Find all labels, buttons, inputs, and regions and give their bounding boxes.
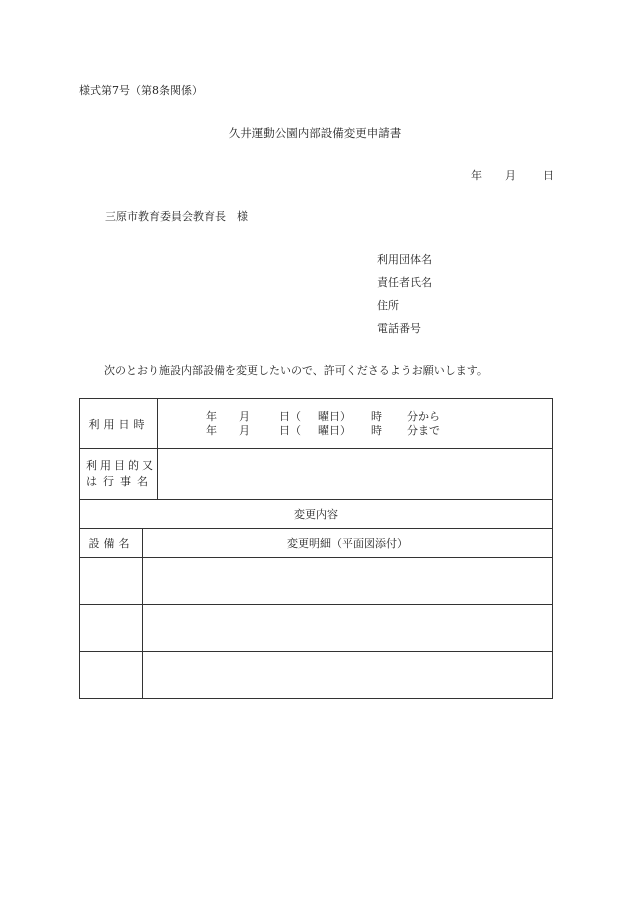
equipment-name-field[interactable] [80, 652, 143, 699]
application-table [79, 398, 553, 699]
form-number: 様式第7号（第8条関係） [79, 84, 203, 97]
purpose-label: 利用目的又 は行事名 [80, 449, 158, 500]
purpose-field[interactable] [158, 449, 553, 500]
change-contents-header: 変更内容 [80, 500, 553, 529]
date-year: 年 [471, 169, 482, 182]
date-day: 日 [543, 169, 554, 182]
equipment-name-field[interactable] [80, 605, 143, 652]
change-entry-row [80, 558, 553, 605]
equipment-name-header: 設備名 [80, 529, 143, 558]
usage-datetime-row [80, 399, 553, 449]
change-details-field[interactable] [143, 558, 553, 605]
change-entry-row [80, 605, 553, 652]
equipment-name-field[interactable] [80, 558, 143, 605]
date-month: 月 [505, 169, 516, 182]
applicant-address-label: 住所 [377, 299, 399, 312]
applicant-representative-label: 責任者氏名 [377, 276, 432, 289]
change-details-field[interactable] [143, 652, 553, 699]
purpose-row [80, 449, 553, 500]
change-entry-row [80, 652, 553, 699]
date-line [471, 167, 554, 183]
usage-to-line: 年 月 日（ 曜日） 時 分まで [206, 423, 440, 437]
column-header-row [80, 529, 553, 558]
change-contents-header-row [80, 500, 553, 529]
request-statement: 次のとおり施設内部設備を変更したいので、許可くださるようお願いします。 [104, 364, 488, 377]
applicant-organization-label: 利用団体名 [377, 253, 432, 266]
usage-from-line: 年 月 日（ 曜日） 時 分から [206, 409, 440, 423]
usage-datetime-label: 利用日時 [80, 399, 158, 449]
change-details-field[interactable] [143, 605, 553, 652]
addressee: 三原市教育委員会教育長 様 [105, 210, 248, 223]
applicant-phone-label: 電話番号 [377, 322, 421, 335]
usage-datetime-field[interactable] [158, 399, 553, 449]
change-details-header: 変更明細（平面図添付） [143, 529, 553, 558]
document-title: 久井運動公園内部設備変更申請書 [228, 126, 402, 140]
